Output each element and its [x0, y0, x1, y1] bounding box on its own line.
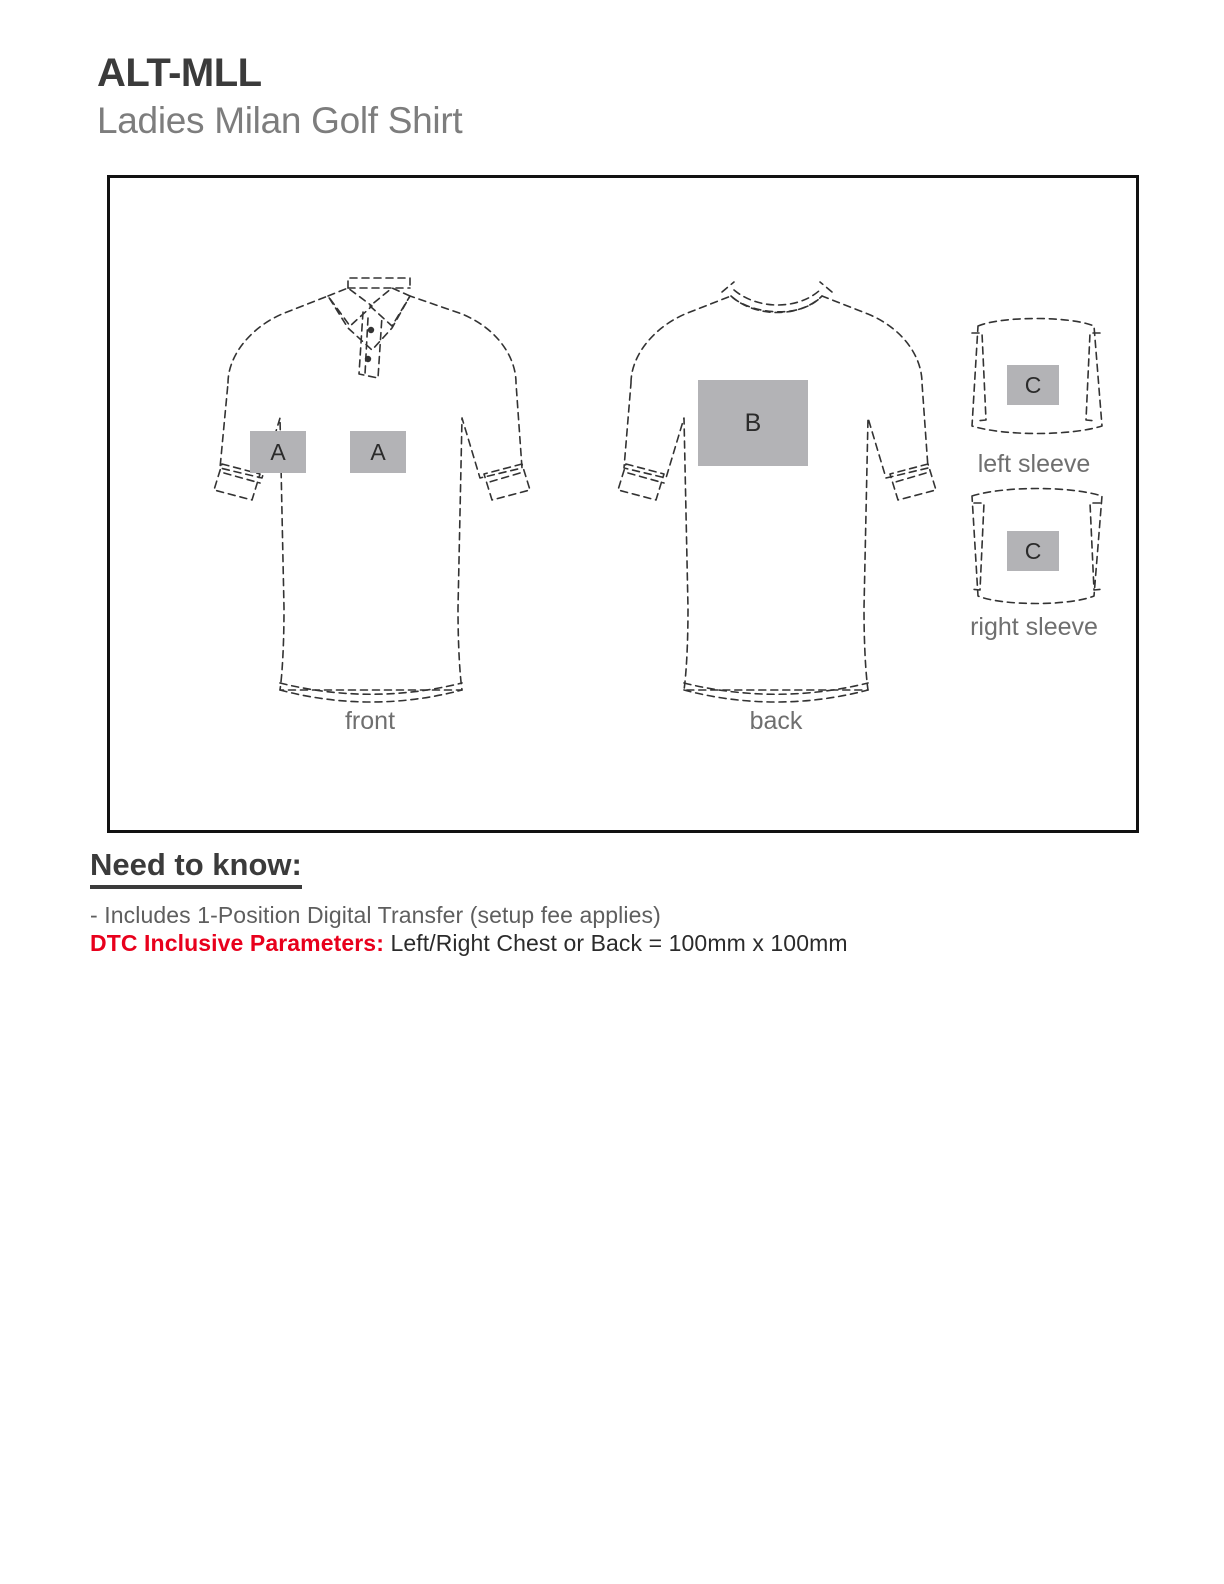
need-to-know-bullet: - Includes 1-Position Digital Transfer (setup fee applies): [90, 902, 661, 928]
dtc-parameters-label: DTC Inclusive Parameters:: [90, 930, 384, 956]
caption-back: back: [749, 707, 803, 735]
need-to-know-heading: Need to know:: [90, 848, 302, 889]
imprint-zone-label: C: [1024, 371, 1042, 398]
title-block: [97, 52, 997, 143]
imprint-zone-a-left: [250, 431, 306, 473]
front-shirt-outline: [214, 278, 530, 702]
caption-front: front: [344, 707, 396, 735]
back-shirt-outline: [618, 282, 936, 702]
imprint-zone-label: B: [744, 408, 762, 437]
dtc-parameters-line: [90, 930, 848, 957]
caption-left-sleeve: left sleeve: [977, 450, 1091, 478]
dtc-parameters-value: Left/Right Chest or Back = 100mm x 100mm: [390, 930, 848, 956]
caption-right-sleeve: right sleeve: [970, 613, 1098, 641]
imprint-zone-label: A: [370, 438, 386, 465]
imprint-zone-label: C: [1024, 537, 1042, 564]
page-subtitle-product-name: Ladies Milan Golf Shirt: [97, 100, 463, 141]
garment-diagrams: [110, 178, 1136, 830]
imprint-zone-c-left-sleeve: [1007, 365, 1059, 405]
imprint-zone-label: A: [270, 438, 286, 465]
artwork-panel: [107, 175, 1139, 833]
page-title-sku: ALT-MLL: [97, 51, 262, 95]
imprint-zone-b: [698, 380, 808, 466]
imprint-zone-c-right-sleeve: [1007, 531, 1059, 571]
imprint-zone-a-right: [350, 431, 406, 473]
artwork-inner: [110, 178, 1136, 830]
